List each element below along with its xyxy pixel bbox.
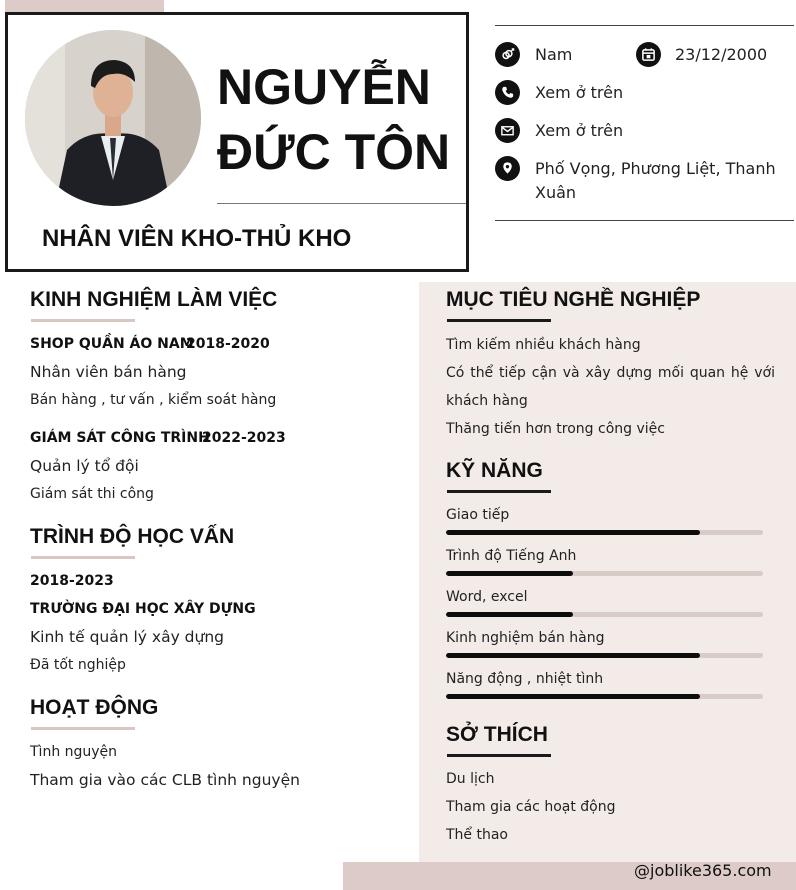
birthdate-value: 23/12/2000 <box>675 45 768 64</box>
experience-heading-underline <box>31 319 135 322</box>
experience-heading: KINH NGHIỆM LÀM VIỆC <box>30 288 278 311</box>
skill-bar-track <box>446 571 763 576</box>
job-2-role: Quản lý tổ đội <box>30 457 139 475</box>
phone-value: Xem ở trên <box>535 83 624 102</box>
job-1-desc: Bán hàng , tư vấn , kiểm soát hàng <box>30 392 277 408</box>
objective-line: Tìm kiếm nhiều khách hàng <box>446 337 641 353</box>
skill-bar-track <box>446 653 763 658</box>
skill-bar-track <box>446 612 763 617</box>
objective-line: Thăng tiến hơn trong công việc <box>446 421 665 437</box>
skill-bar-fill <box>446 571 573 576</box>
name-second-line: ĐỨC TÔN <box>217 124 451 180</box>
calendar-icon <box>636 42 661 67</box>
education-period: 2018-2023 <box>30 573 114 589</box>
skill-bar-track <box>446 530 763 535</box>
education-heading-underline <box>31 556 135 559</box>
education-major: Kinh tế quản lý xây dựng <box>30 628 224 646</box>
skill-bar-fill <box>446 612 573 617</box>
job-2-period: 2022-2023 <box>202 430 286 446</box>
job-2-desc: Giám sát thi công <box>30 486 154 502</box>
person-photo-icon <box>25 30 201 206</box>
hobbies-heading: SỞ THÍCH <box>446 723 548 746</box>
activities-heading-underline <box>31 727 135 730</box>
skills-heading: KỸ NĂNG <box>446 459 543 482</box>
activities-heading: HOẠT ĐỘNG <box>30 696 159 719</box>
hobbies-heading-underline <box>447 754 551 757</box>
skill-label: Kinh nghiệm bán hàng <box>446 630 605 646</box>
footer-watermark: @joblike365.com <box>634 861 772 880</box>
address-line-1: Phố Vọng, Phương Liệt, Thanh <box>535 159 776 178</box>
gender-icon <box>495 42 520 67</box>
skill-bar-fill <box>446 653 700 658</box>
avatar <box>25 30 201 206</box>
education-heading: TRÌNH ĐỘ HỌC VẤN <box>30 525 235 548</box>
name-first-line: NGUYỄN <box>217 59 431 115</box>
skill-label: Năng động , nhiệt tình <box>446 671 604 687</box>
objective-text <box>446 331 775 443</box>
email-value: Xem ở trên <box>535 121 624 140</box>
gender-value: Nam <box>535 45 573 64</box>
hobby-item: Du lịch <box>446 771 495 787</box>
job-1-role: Nhân viên bán hàng <box>30 363 187 381</box>
objective-heading: MỤC TIÊU NGHỀ NGHIỆP <box>446 288 701 311</box>
name-divider <box>217 203 466 204</box>
activity-item: Tham gia vào các CLB tình nguyện <box>30 771 300 789</box>
hobby-item: Thể thao <box>446 827 508 843</box>
education-school: TRƯỜNG ĐẠI HỌC XÂY DỰNG <box>30 601 256 617</box>
skill-bar-fill <box>446 694 700 699</box>
phone-icon <box>495 80 520 105</box>
job-1-period: 2018-2020 <box>186 336 270 352</box>
skill-bar-fill <box>446 530 700 535</box>
location-icon <box>495 156 520 181</box>
skill-bar-track <box>446 694 763 699</box>
activity-item: Tình nguyện <box>30 744 118 760</box>
education-status: Đã tốt nghiệp <box>30 657 126 673</box>
hobby-item: Tham gia các hoạt động <box>446 799 616 815</box>
skill-label: Word, excel <box>446 589 528 605</box>
objective-heading-underline <box>447 319 551 322</box>
job-title: NHÂN VIÊN KHO-THỦ KHO <box>42 225 352 252</box>
job-1-company: SHOP QUẦN ÁO NAM <box>30 336 194 352</box>
address-line-2: Xuân <box>535 183 577 202</box>
contact-top-rule <box>495 25 794 26</box>
objective-line: Có thể tiếp cận và xây dựng mối quan hệ với khách hàng <box>446 365 775 409</box>
skill-label: Trình độ Tiếng Anh <box>446 548 577 564</box>
skills-heading-underline <box>447 490 551 493</box>
skill-label: Giao tiếp <box>446 507 510 523</box>
contact-bottom-rule <box>495 220 794 221</box>
job-2-company: GIÁM SÁT CÔNG TRÌNH <box>30 430 210 446</box>
mail-icon <box>495 118 520 143</box>
